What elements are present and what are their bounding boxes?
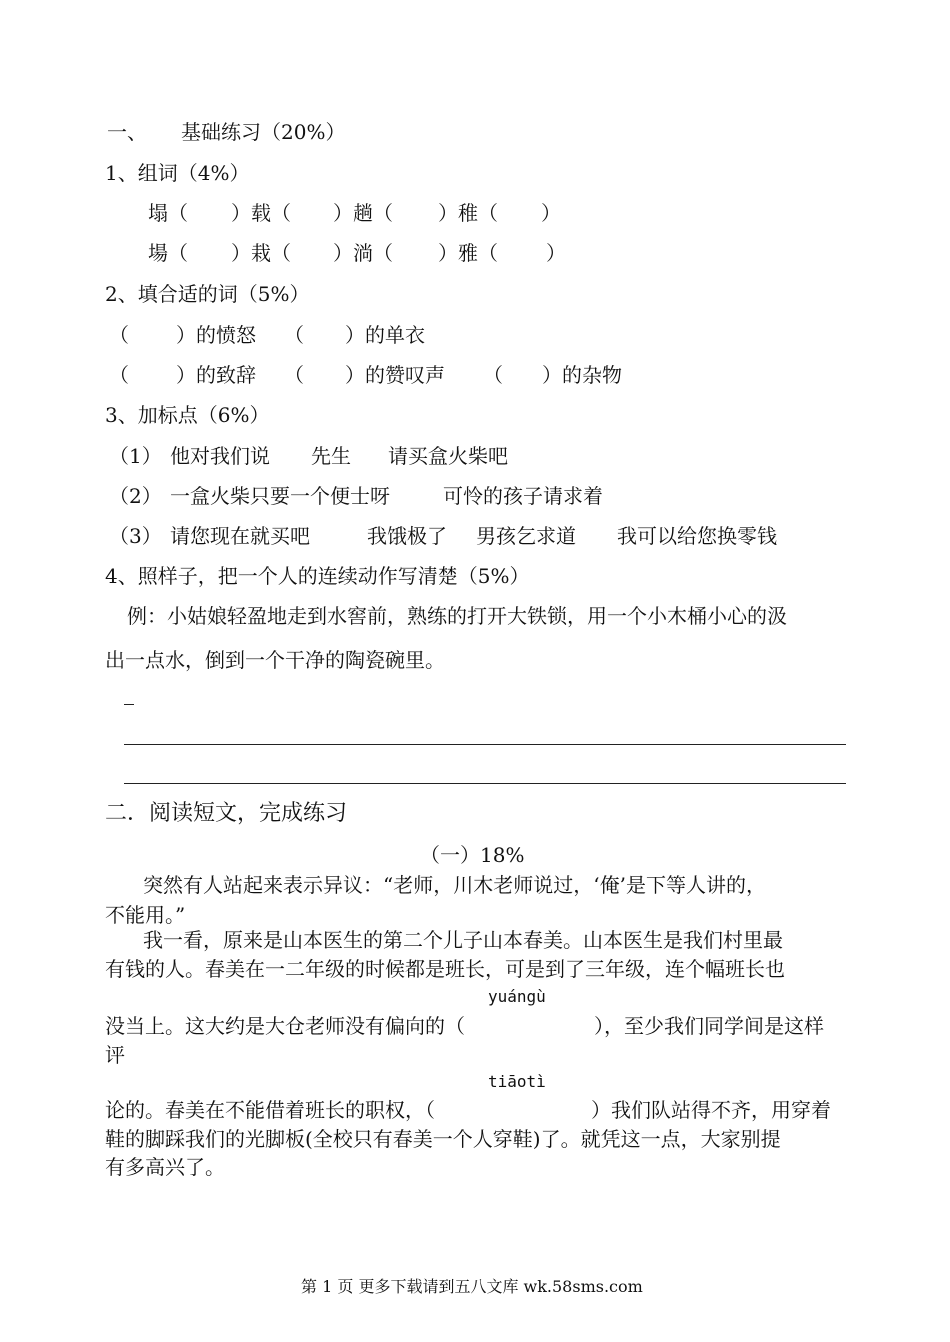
q2-row2-d: ）的赞叹声 xyxy=(345,363,445,387)
q1-title: 1、组词（4%） xyxy=(105,161,250,185)
q1-row1-d: ）稚（ xyxy=(438,201,498,225)
q3-item3-num: （3） xyxy=(109,524,162,548)
pinyin-yuangu: yuángù xyxy=(488,987,546,1006)
answer-line-1 xyxy=(124,744,846,745)
q3-item3-part2: 我饿极了 xyxy=(367,524,447,548)
q2-row1-d: ）的单衣 xyxy=(345,323,425,347)
q3-item1-part2: 先生 xyxy=(311,444,351,468)
q3-title: 3、加标点（6%） xyxy=(105,403,270,427)
q2-title: 2、填合适的词（5%） xyxy=(105,282,310,306)
passage-p2-line3a: 没当上。这大约是大仓老师没有偏向的（ xyxy=(105,1014,465,1038)
q1-row2-e: ） xyxy=(546,241,566,265)
q1-row2-b: ）栽（ xyxy=(231,241,291,265)
q3-item2-part2: 可怜的孩子请求着 xyxy=(443,484,603,508)
q1-row2-a: 場（ xyxy=(148,241,188,265)
q2-row1-b: ）的愤怒 xyxy=(176,323,256,347)
pinyin-tiaoti: tiāotì xyxy=(488,1072,546,1091)
q2-row1-c: （ xyxy=(284,323,304,347)
q2-row2-b: ）的致辞 xyxy=(176,363,256,387)
q3-item3-part3: 男孩乞求道 xyxy=(476,524,576,548)
page-footer: 第 1 页 更多下载请到五八文库 wk.58sms.com xyxy=(301,1277,643,1296)
q3-item2-num: （2） xyxy=(109,484,162,508)
q1-row1-a: 塌（ xyxy=(148,201,188,225)
answer-start-dash xyxy=(124,704,134,705)
passage-p2-line7: 有多高兴了。 xyxy=(105,1155,225,1179)
q3-item3-part4: 我可以给您换零钱 xyxy=(617,524,777,548)
passage-p1-line2: 不能用。” xyxy=(105,903,186,927)
section1-number: 一、 xyxy=(107,120,147,144)
q3-item1-part3: 请买盒火柴吧 xyxy=(388,444,508,468)
q3-item2-part1: 一盒火柴只要一个便士呀 xyxy=(170,484,390,508)
q4-title: 4、照样子，把一个人的连续动作写清楚（5%） xyxy=(105,564,530,588)
q1-row1-e: ） xyxy=(541,201,561,225)
q2-row2-f: ）的杂物 xyxy=(542,363,622,387)
passage-p2-line5a: 论的。春美在不能借着班长的职权，（ xyxy=(105,1098,435,1122)
q1-row2-d: ）雅（ xyxy=(438,241,498,265)
q3-item1-part1: 他对我们说 xyxy=(170,444,270,468)
q1-row2-c: ）淌（ xyxy=(333,241,393,265)
q1-row1-c: ）趟（ xyxy=(333,201,393,225)
section2-subtitle: （一）18% xyxy=(420,843,525,867)
section1-title: 基础练习（20%） xyxy=(181,120,346,144)
q2-row2-e: （ xyxy=(483,363,503,387)
q3-item3-part1: 请您现在就买吧 xyxy=(170,524,310,548)
q4-example-line1: 例：小姑娘轻盈地走到水窖前，熟练的打开大铁锁，用一个小木桶小心的汲 xyxy=(127,604,787,628)
q3-item1-num: （1） xyxy=(109,444,162,468)
q2-row2-a: （ xyxy=(109,363,129,387)
section2-title: 二．阅读短文，完成练习 xyxy=(105,801,348,826)
answer-line-2 xyxy=(124,783,846,784)
q2-row2-c: （ xyxy=(284,363,304,387)
q2-row1-a: （ xyxy=(109,323,129,347)
passage-p2-line5b: ）我们队站得不齐，用穿着 xyxy=(591,1098,831,1122)
passage-p2-line1: 我一看，原来是山本医生的第二个儿子山本春美。山本医生是我们村里最 xyxy=(143,928,783,952)
passage-p1-line1: 突然有人站起来表示异议：“老师，川木老师说过，‘俺’是下等人讲的， xyxy=(143,873,766,897)
passage-p2-line2: 有钱的人。春美在一二年级的时候都是班长，可是到了三年级，连个幅班长也 xyxy=(105,957,785,981)
q1-row1-b: ）载（ xyxy=(231,201,291,225)
passage-p2-line3b: ），至少我们同学间是这样 xyxy=(594,1014,824,1038)
passage-p2-line4: 评 xyxy=(105,1043,125,1067)
passage-p2-line6: 鞋的脚踩我们的光脚板(全校只有春美一个人穿鞋)了。就凭这一点，大家别提 xyxy=(105,1127,781,1151)
q4-example-line2: 出一点水，倒到一个干净的陶瓷碗里。 xyxy=(105,648,445,672)
